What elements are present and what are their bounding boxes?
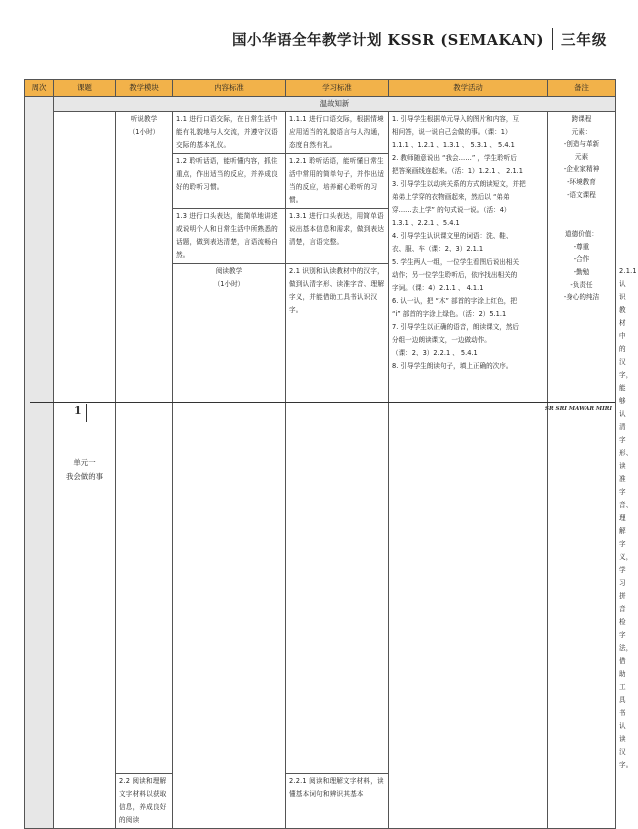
footer-divider xyxy=(30,402,615,403)
header-remarks: 备注 xyxy=(548,80,616,97)
header-week: 周次 xyxy=(25,80,54,97)
table-header-row xyxy=(25,80,616,97)
activity-line: （课：2、3）2.2.1 、 5.4.1 xyxy=(392,349,478,357)
learning-standard-cell: 1.1.1 进行口语交际，根据情境应用适当的礼貌语言与人沟通，态度自然有礼。 xyxy=(286,112,389,154)
activity-line: 1.3.1 、2.2.1 、5.4.1 xyxy=(392,219,460,227)
activity-line: 把答案画线连起来。（活：1）1.2.1 、 2.1.1 xyxy=(392,167,523,175)
title-divider xyxy=(552,28,553,50)
week-cell xyxy=(25,97,54,829)
theme-title: 温故知新 xyxy=(54,97,616,112)
content-standard-cell: 1.2 聆听话语，能听懂内容，抓住重点，作出适当的反应，并养成良好的聆听习惯。 xyxy=(173,154,286,209)
remark-line: -勤勉 xyxy=(573,267,590,276)
page-number: 1 xyxy=(74,404,82,417)
unit-title: 我会做的事 xyxy=(66,472,103,481)
module-listening-speaking xyxy=(116,112,173,774)
table-row: 阅读教学 （1小时） 2.1 识别和认读教材中的汉字，做到认清字形、读准字音、理解字义，并能借助工具书认识汉字。 2.1.1 认识教材中的汉字，能够认清字形、读准字音、理解字义，学习拼音检字法，借助工具书认读汉字。 xyxy=(25,264,616,774)
activity-line: 穿……去上学” 的句式说一说。（活：4） xyxy=(392,206,511,214)
remark-line: -负责任 xyxy=(570,280,593,289)
activity-line: 1.1.1 、1.2.1 、1.3.1 、 5.3.1 、 5.4.1 xyxy=(392,141,515,149)
activity-line: 4. 引导学生认识课文里的词语：洗、鞋、 xyxy=(392,232,513,240)
page-title: 国小华语全年教学计划 KSSR (SEMAKAN) xyxy=(232,31,544,49)
header-activities: 教学活动 xyxy=(389,80,548,97)
activity-line: 5. 学生两人一组，一位学生看图后说出相关 xyxy=(392,258,520,266)
learning-standard-cell: 1.3.1 进行口头表达，用简单语说出基本信息和需求，做到表达清楚，言语完整。 xyxy=(286,209,389,264)
footer-page-bar xyxy=(86,404,87,422)
unit-cell xyxy=(54,112,116,829)
content-standard-cell: 2.2 阅读和理解文字材料以获取信息，养成良好的阅读 xyxy=(116,774,173,829)
module-name: 听说教学 xyxy=(130,115,158,123)
activity-line: 弟弟上学穿的衣物画起来，然后以 “弟弟 xyxy=(392,193,510,201)
activity-line: 动作；另一位学生聆听后，依序找出相关的 xyxy=(392,271,518,279)
header-learning-standard: 学习标准 xyxy=(286,80,389,97)
activity-line: 相问答，说一说自己会做的事。（课：1） xyxy=(392,128,512,136)
module-hours: （1小时） xyxy=(128,128,160,136)
learning-standard-cell: 2.2.1 阅读和理解文字材料，读懂基本词句和辨识其基本 xyxy=(286,774,389,829)
remarks-cell xyxy=(548,112,616,829)
remark-line: -语文课程 xyxy=(567,190,596,199)
activity-line: 1. 引导学生根据单元导入的图片和内容，互 xyxy=(392,115,520,123)
content-standard-cell: 1.1 进行口语交际，在日常生活中能有礼貌地与人交流，并遵守汉语交际的基本礼仪。 xyxy=(173,112,286,154)
remark-line: -合作 xyxy=(573,255,590,264)
activity-line: 2. 教师随意说出 “我会……” ，学生聆听后 xyxy=(392,154,517,162)
activity-line: 6. 认一认，把 “木” 部首的字涂上红色，把 xyxy=(392,297,517,305)
remark-spacer xyxy=(551,201,612,228)
activity-line: 8. 引导学生朗读句子，填上正确的次序。 xyxy=(392,362,513,370)
theme-row xyxy=(25,97,616,112)
activities-cell xyxy=(389,112,548,829)
page-header xyxy=(232,24,607,54)
grade-label: 三年级 xyxy=(560,31,608,49)
remark-line: 元素 xyxy=(574,152,589,161)
activity-line: 7. 引导学生以正确的语音，朗读课文，然后 xyxy=(392,323,520,331)
activity-line: 分组一边朗读课文，一边做动作。 xyxy=(392,336,491,344)
remark-line: -尊重 xyxy=(573,242,590,251)
header-module: 教学模块 xyxy=(116,80,173,97)
school-name: SR SRI MAWAR MIRI xyxy=(544,406,612,412)
activity-line: “ⅰ” 部首的字涂上绿色。（活：2）5.1.1 xyxy=(392,310,507,318)
module-reading xyxy=(173,264,286,829)
remark-line: 道德价值： xyxy=(565,230,598,239)
content-standard-cell: 1.3 进行口头表达，能简单地讲述或说明个人和日常生活中所熟悉的话题，做到表达清楚，言语流畅自然。 xyxy=(173,209,286,264)
content-standard-cell: 2.1 识别和认读教材中的汉字，做到认清字形、读准字音、理解字义，并能借助工具书认识汉字。 xyxy=(286,264,389,774)
activity-line: 字词。（课：4）2.1.1 、 4.1.1 xyxy=(392,284,484,292)
module-hours: （1小时） xyxy=(213,280,245,288)
remark-line: -创造与革新 xyxy=(563,140,600,149)
remark-line: 跨课程 xyxy=(571,115,592,123)
remark-line: -企业家精神 xyxy=(563,165,600,174)
remark-line: -环境教育 xyxy=(567,177,596,186)
unit-number: 单元一 xyxy=(73,458,96,467)
lesson-plan-table xyxy=(24,79,637,829)
remark-line: -身心的纯洁 xyxy=(563,293,600,302)
header-topic: 课题 xyxy=(54,80,116,97)
module-name: 阅读教学 xyxy=(215,267,243,275)
header-content-standard: 内容标准 xyxy=(173,80,286,97)
activity-line: 衣、服、车（课：2、3）2.1.1 xyxy=(392,245,484,253)
table-row xyxy=(25,112,616,154)
learning-standard-cell: 1.2.1 聆听话语，能听懂日常生活中常用的简单句子，并作出适当的反应，培养耐心聆听的习惯。 xyxy=(286,154,389,209)
activity-line: 3. 引导学生以动宾关系的方式朗读短文，并把 xyxy=(392,180,526,188)
remark-line: 元素： xyxy=(571,127,592,136)
